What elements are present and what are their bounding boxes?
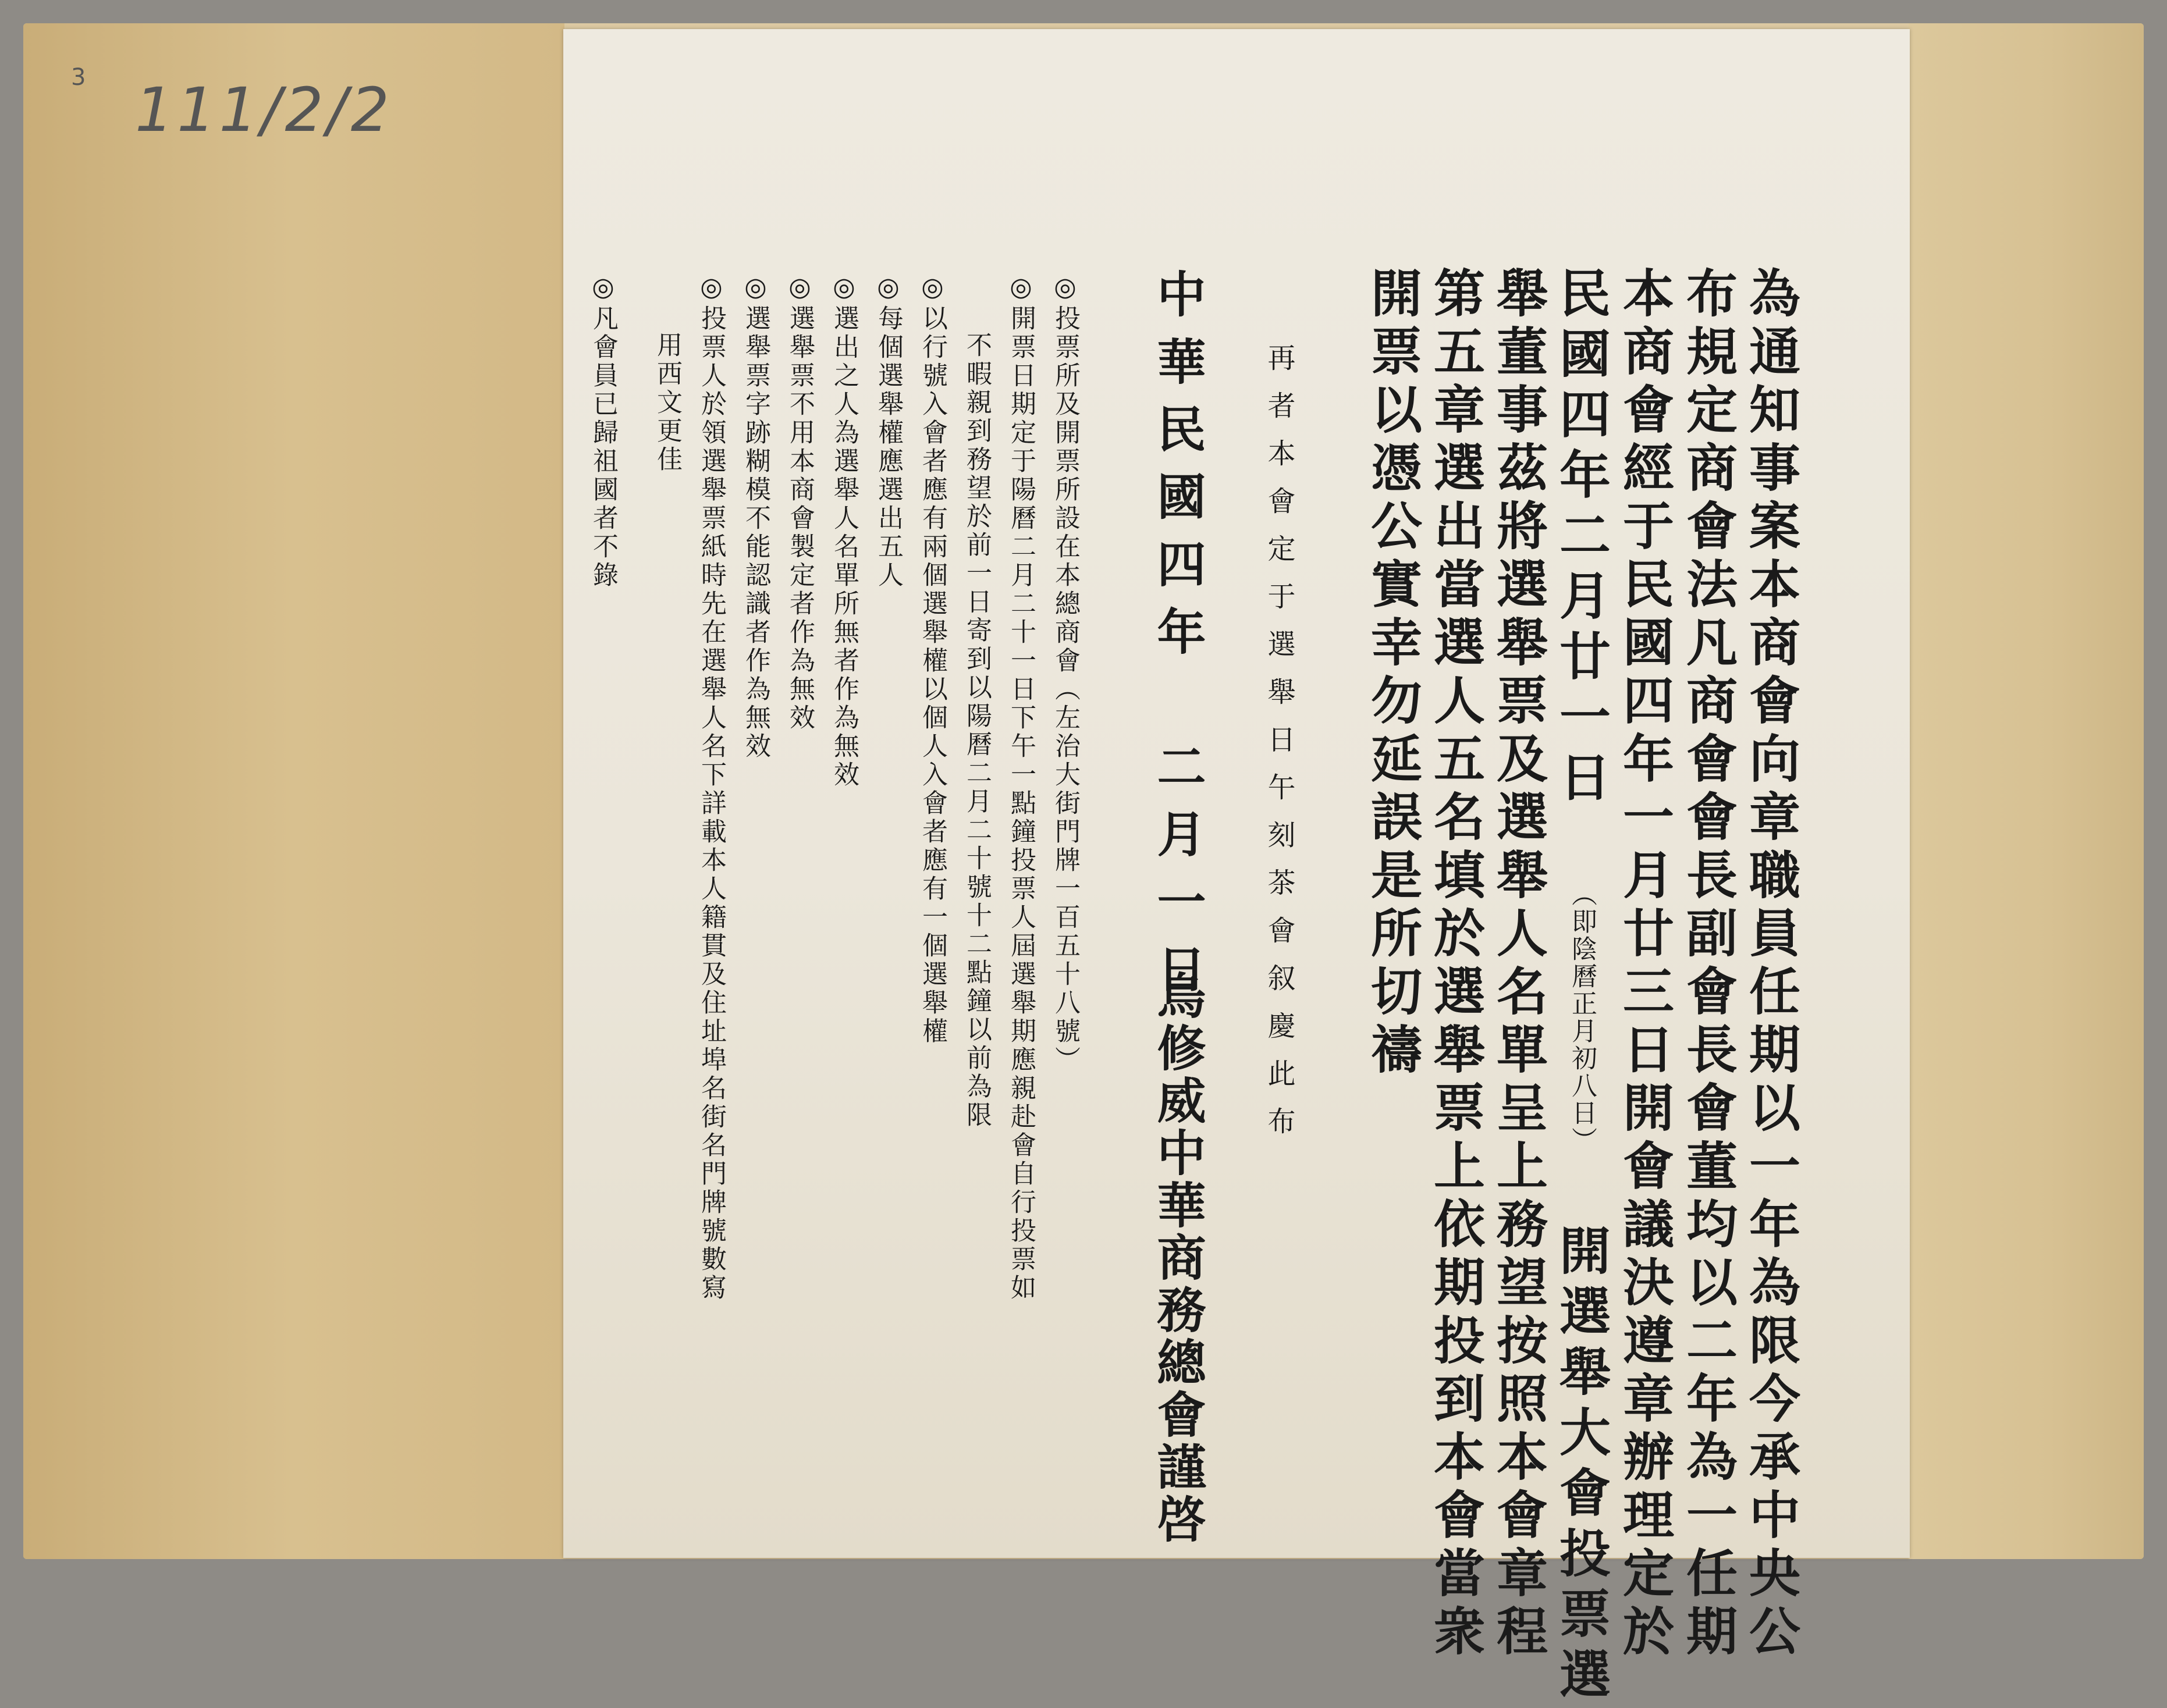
archive-number-small: 3 [71, 64, 86, 91]
rule-9: ◎凡會員已歸祖國者不錄 [588, 272, 618, 590]
notice-line-4-lunar-date: （即陰曆正月初八日） [1567, 881, 1597, 1154]
rule-4: ◎每個選舉權應選出五人 [873, 272, 903, 590]
rule-2-continued: 不暇親到務望於前一日寄到以陽曆二月二十號十二點鐘以前為限 [962, 332, 992, 1130]
rule-6: ◎選舉票不用本商會製定者作為無效 [785, 272, 815, 732]
rule-5: ◎選出之人為選舉人名單所無者作為無效 [829, 272, 859, 789]
notice-line-3: 本商會經于民國四年一月廿三日開會議決遵章辦理定於 [1615, 266, 1675, 1663]
notice-line-5: 舉董事茲將選舉票及選舉人名單呈上務望按照本會章程 [1489, 266, 1549, 1663]
notice-line-6: 第五章選出當選人五名填於選舉票上依期投到本會當衆 [1426, 266, 1486, 1663]
notice-line-4-date: 民國四年二月廿一日 [1551, 266, 1612, 811]
notice-signature: 烏修威中華商務總會謹啓 [1149, 970, 1207, 1546]
rule-2: ◎開票日期定于陽曆二月二十一日下午一點鐘投票人屆選舉期應親赴會自行投票如 [1006, 272, 1036, 1303]
notice-line-7: 開票以憑公實幸勿延誤是所切禱 [1363, 266, 1423, 1081]
notice-postscript: 再者本會定于選舉日午刻茶會叙慶此布 [1263, 343, 1295, 1154]
album-left-board [23, 23, 564, 1559]
rule-8-continued: 用西文更佳 [652, 332, 682, 474]
notice-line-1: 為通知事案本商會向章職員任期以一年為限今承中央公 [1741, 266, 1802, 1663]
rule-8: ◎投票人於領選舉票紙時先在選舉人名下詳載本人籍貫及住址埠名街名門牌號數寫 [697, 272, 726, 1303]
rule-7: ◎選舉票字跡糊模不能認識者作為無效 [741, 272, 770, 761]
election-notice-sheet [563, 29, 1910, 1708]
notice-line-2: 布規定商會法凡商會會長副會長會董均以二年為一任期 [1678, 266, 1739, 1663]
album-right-board [1909, 23, 2144, 1559]
notice-line-4-end: 開選舉大會投票選 [1551, 1224, 1612, 1708]
rule-1: ◎投票所及開票所設在本總商會（左治大街門牌一百五十八號） [1050, 272, 1080, 1074]
archive-number: 111/2/2 [135, 74, 393, 145]
notice-line-4 [1551, 266, 1612, 1708]
rule-3: ◎以行號入會者應有兩個選舉權以個人入會者應有一個選舉權 [918, 272, 947, 1046]
notice-date-line: 中華民國四年 二月一日 [1149, 269, 1207, 1011]
